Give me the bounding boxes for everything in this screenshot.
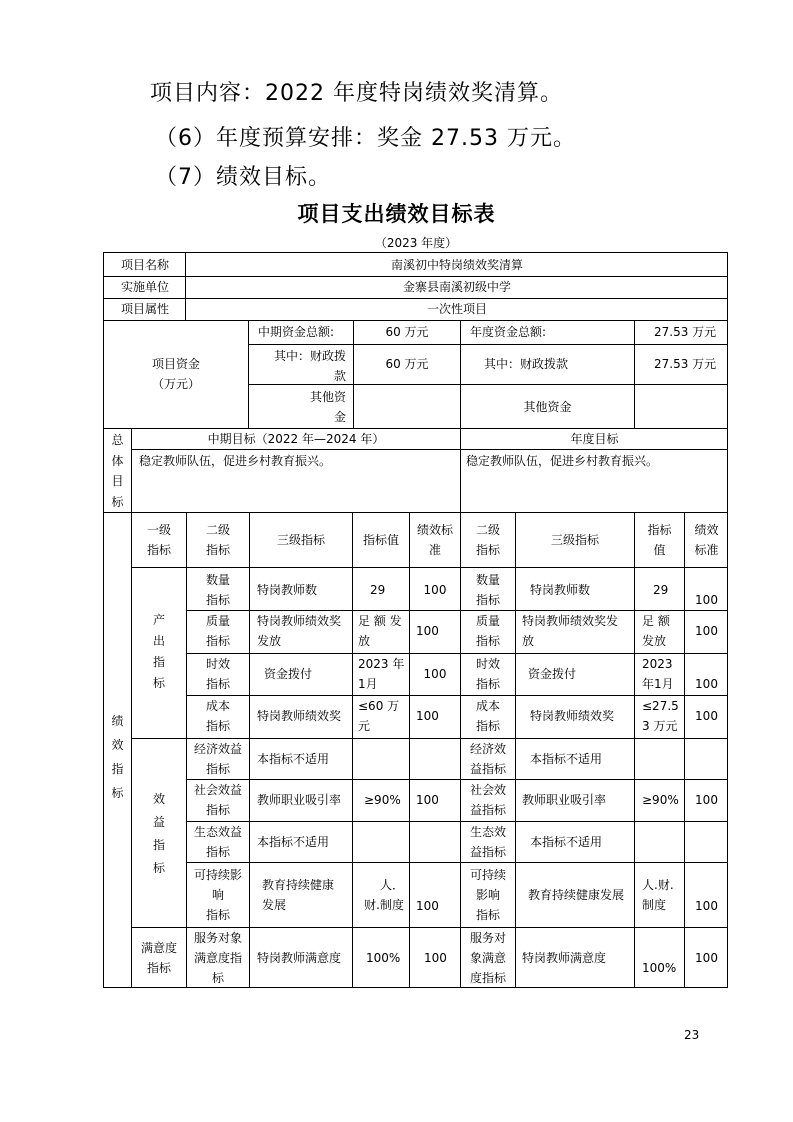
overall-goal-label: 总 体 目 标 <box>111 433 124 509</box>
table-row: 本指标不适用 <box>257 752 330 766</box>
table-row: 经济效 益指标 <box>469 742 506 776</box>
table-row: ≤60 万 元 <box>358 699 400 733</box>
header-level3-right: 三级指标 <box>550 533 599 547</box>
header-level2: 二级 指标 <box>205 523 230 557</box>
table-row: 足 额 发 放 <box>358 614 402 648</box>
table-row: 可持续 影响 指标 <box>469 868 506 922</box>
paragraph-budget: （6）年度预算安排：奖金 27.53 万元。 <box>155 126 576 151</box>
table-row: 本指标不适用 <box>530 835 603 849</box>
table-year: （2023 年度） <box>374 236 458 250</box>
table-row: 100 <box>695 951 718 965</box>
mid-fiscal-label: 其中：财政拨 款 <box>273 349 346 383</box>
table-row: 100 <box>695 793 718 807</box>
table-row: 生态效 益指标 <box>469 825 506 859</box>
paragraph-project-content: 项目内容：2022 年度特岗绩效奖清算。 <box>150 81 563 106</box>
table-row: 100 <box>695 899 718 913</box>
table-row: ≥90% <box>364 793 401 807</box>
mid-total-label: 中期资金总额: <box>258 325 335 339</box>
table-row: 29 <box>653 583 669 597</box>
table-row: 特岗教师绩效奖 <box>257 709 342 723</box>
table-row: 资金拨付 <box>264 667 313 681</box>
table-row: 特岗教师绩效奖 发放 <box>257 614 342 648</box>
table-row: 100 <box>416 793 439 807</box>
table-row: 100 <box>423 583 447 597</box>
mid-total-value: 60 万元 <box>385 325 429 339</box>
table-row: 特岗教师绩效奖 <box>530 709 615 723</box>
table-row: 100 <box>423 667 447 681</box>
table-row: 100 <box>695 624 718 638</box>
header-level3: 三级指标 <box>276 533 325 547</box>
table-row: 社会效 益指标 <box>469 783 506 817</box>
table-row: 人.财. 制度 <box>642 878 674 912</box>
table-row: 100% <box>366 951 401 965</box>
mid-goal-header: 中期目标（2022 年—2024 年） <box>207 432 385 446</box>
project-name-label: 项目名称 <box>120 258 169 272</box>
table-row: 2023 年1月 <box>642 657 674 691</box>
paragraph-goals: （7）绩效目标。 <box>155 165 331 190</box>
year-total-value: 27.53 万元 <box>654 325 717 339</box>
table-row: 100% <box>642 961 677 975</box>
unit-label: 实施单位 <box>120 280 169 294</box>
table-row: 可持续影 响 指标 <box>193 868 242 922</box>
table-row: 服务对象 满意度指 标 <box>193 931 242 985</box>
unit-value: 金寨县南溪初级中学 <box>402 280 511 294</box>
header-value: 指标值 <box>362 533 399 547</box>
table-row: 质量 指标 <box>205 614 230 648</box>
year-goal-header: 年度目标 <box>570 432 619 446</box>
table-row: 教师职业吸引率 <box>257 793 342 807</box>
table-row: 质量 指标 <box>475 614 500 648</box>
header-standard-right: 绩效 标准 <box>694 523 719 557</box>
satisfaction-indicator-label: 满意度 指标 <box>140 941 177 975</box>
output-indicator-label: 产 出 指 标 <box>152 613 165 690</box>
table-title: 项目支出绩效目标表 <box>297 202 496 226</box>
header-standard: 绩效标 准 <box>416 523 453 557</box>
performance-label: 绩 效 指 标 <box>111 714 124 800</box>
table-row: 生态效益 指标 <box>193 825 242 859</box>
table-row: 2023 年 1月 <box>358 657 405 691</box>
mid-goal-text: 稳定教师队伍，促进乡村教育振兴。 <box>139 454 332 468</box>
table-row: 时效 指标 <box>205 657 230 691</box>
funds-label: 项目资金 （万元） <box>151 357 200 391</box>
header-level2-right: 二级 指标 <box>475 523 500 557</box>
table-row: 人． 财.制度 <box>364 878 404 912</box>
table-row: 特岗教师满意度 <box>257 951 342 965</box>
table-row: 100 <box>695 677 718 691</box>
table-row: 社会效益 指标 <box>193 783 242 817</box>
year-other-label: 其他资金 <box>523 400 572 414</box>
year-total-label: 年度资金总额: <box>470 325 547 339</box>
attribute-value: 一次性项目 <box>426 302 487 316</box>
project-name-value: 南溪初中特岗绩效奖清算 <box>390 258 523 272</box>
table-row: 100 <box>695 593 718 607</box>
year-goal-text: 稳定教师队伍，促进乡村教育振兴。 <box>466 454 659 468</box>
header-value-right: 指标 值 <box>647 523 672 557</box>
table-row: 特岗教师绩效奖发 放 <box>522 614 619 648</box>
table-row: 特岗教师数 <box>530 583 591 597</box>
table-row: 足 额 发放 <box>642 614 670 648</box>
table-row: 成本 指标 <box>475 699 500 733</box>
year-fiscal-label: 其中：财政拨款 <box>484 357 569 371</box>
table-row: 教育持续健康 发展 <box>262 878 335 912</box>
table-row: 数量 指标 <box>475 573 500 607</box>
table-row: ≤27.5 3 万元 <box>642 699 679 733</box>
table-row: ≥90% <box>642 793 679 807</box>
table-row: 数量 指标 <box>205 573 230 607</box>
benefit-indicator-label: 效 益 指 标 <box>152 792 165 875</box>
table-row: 资金拨付 <box>528 667 577 681</box>
table-row: 100 <box>416 899 439 913</box>
table-row: 时效 指标 <box>475 657 500 691</box>
attribute-label: 项目属性 <box>120 302 169 316</box>
table-row: 服务对 象满意 度指标 <box>469 931 506 985</box>
table-row: 特岗教师数 <box>257 583 318 597</box>
year-fiscal-value: 27.53 万元 <box>654 357 717 371</box>
table-row: 教师职业吸引率 <box>522 793 607 807</box>
header-level1: 一级 指标 <box>146 523 171 557</box>
table-row: 100 <box>416 709 439 723</box>
table-row: 成本 指标 <box>205 699 230 733</box>
page-number: 23 <box>684 1028 700 1042</box>
table-row: 100 <box>416 624 439 638</box>
table-row: 100 <box>424 951 447 965</box>
table-row: 100 <box>695 709 718 723</box>
table-row: 特岗教师满意度 <box>522 951 607 965</box>
table-row: 经济效益 指标 <box>193 742 242 776</box>
table-row: 本指标不适用 <box>530 752 603 766</box>
table-row: 29 <box>370 583 386 597</box>
mid-other-label: 其他资 金 <box>309 390 346 424</box>
table-row: 本指标不适用 <box>257 835 330 849</box>
mid-fiscal-value: 60 万元 <box>385 357 429 371</box>
table-row: 教育持续健康发展 <box>528 888 625 902</box>
